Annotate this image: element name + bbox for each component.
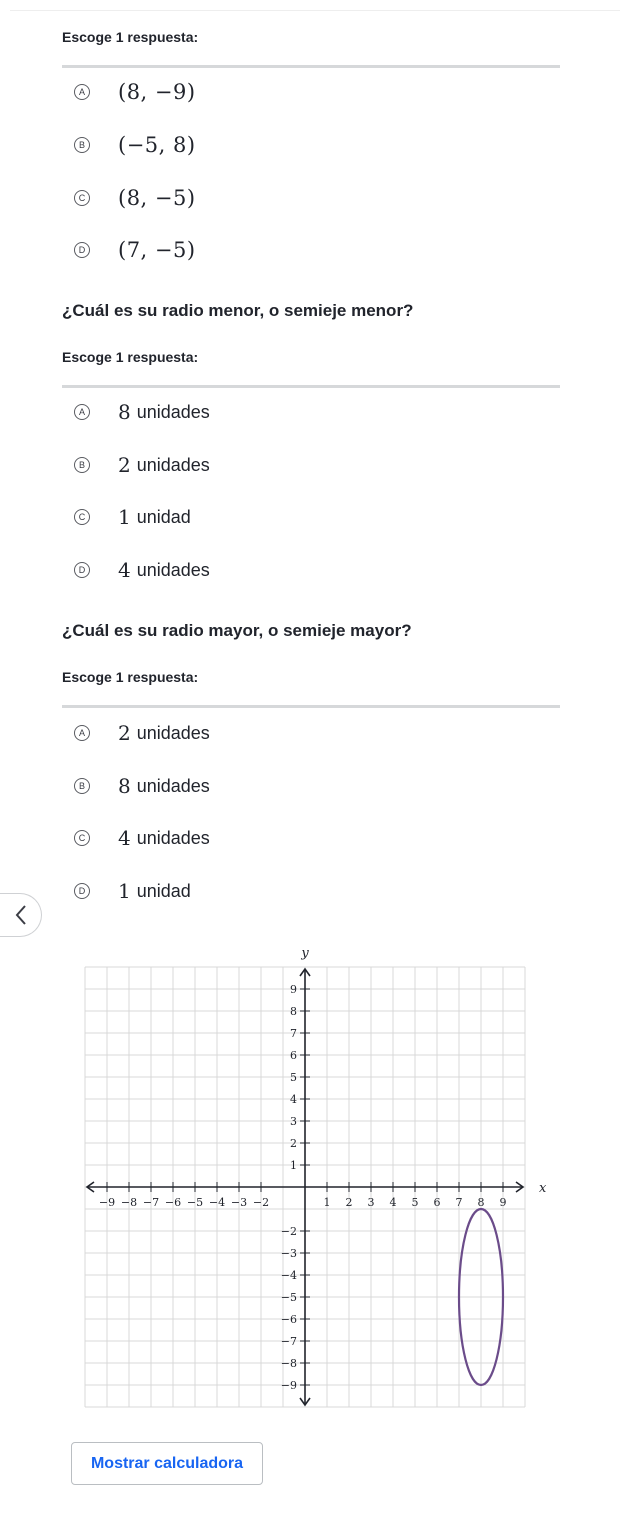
choice-value: (−5, 8) [118, 133, 196, 157]
x-tick-label: 3 [367, 1196, 375, 1209]
y-tick-label: 4 [290, 1093, 297, 1106]
x-tick-label: 7 [455, 1196, 463, 1209]
y-tick-label: 9 [290, 983, 297, 996]
y-axis-label: y [301, 946, 309, 961]
y-tick-label: 1 [290, 1159, 297, 1172]
choice-letter-d: D [74, 562, 90, 578]
x-tick-label: 5 [411, 1196, 419, 1209]
choice-letter-d: D [74, 883, 90, 899]
q2-prompt: Escoge 1 respuesta: [62, 349, 199, 365]
choice-unit: unidades [136, 401, 210, 422]
y-tick-label: 6 [290, 1049, 297, 1062]
axes [87, 969, 523, 1405]
x-tick-label: 4 [389, 1196, 397, 1209]
choice-number: 4 [118, 826, 131, 850]
q3-prompt: Escoge 1 respuesta: [62, 669, 199, 685]
x-tick-label: 1 [323, 1196, 331, 1209]
choice-value: (8, −9) [118, 80, 196, 104]
y-tick-label: 3 [290, 1115, 297, 1128]
y-tick-label: 2 [290, 1137, 297, 1150]
q3-question: ¿Cuál es su radio mayor, o semieje mayor? [62, 621, 412, 640]
x-tick-label: 6 [433, 1196, 441, 1209]
x-tick-label: −7 [142, 1196, 160, 1209]
y-tick-label: −5 [280, 1291, 297, 1304]
q2-question: ¿Cuál es su radio menor, o semieje menor? [62, 301, 414, 320]
y-tick-label: −8 [280, 1357, 297, 1370]
x-tick-label: −4 [208, 1196, 226, 1209]
choice-number: 8 [118, 400, 131, 424]
choice-letter-b: B [74, 778, 90, 794]
choice-unit: unidades [136, 775, 210, 796]
choice-letter-b: B [74, 457, 90, 473]
choice-unit: unidades [136, 827, 210, 848]
x-tick-label: 9 [499, 1196, 507, 1209]
tick-labels [99, 946, 547, 1392]
y-tick-label: 8 [290, 1005, 297, 1018]
choice-number: 8 [118, 774, 131, 798]
choice-number: 2 [118, 721, 131, 745]
choice-letter-a: A [74, 725, 90, 741]
y-tick-label: 5 [290, 1071, 297, 1084]
show-calculator-button[interactable]: Mostrar calculadora [71, 1442, 263, 1485]
choice-value: (7, −5) [118, 238, 196, 262]
y-tick-label: −7 [280, 1335, 297, 1348]
x-tick-label: 2 [345, 1196, 353, 1209]
choice-number: 1 [118, 505, 131, 529]
choice-letter-b: B [74, 137, 90, 153]
x-tick-label: −8 [120, 1196, 138, 1209]
choice-letter-c: C [74, 190, 90, 206]
y-tick-label: −9 [280, 1379, 297, 1392]
choice-letter-c: C [74, 830, 90, 846]
x-axis-label: x [539, 1181, 547, 1196]
choice-value: (8, −5) [118, 186, 196, 210]
choice-unit: unidades [136, 454, 210, 475]
choice-number: 2 [118, 453, 131, 477]
choice-letter-a: A [74, 404, 90, 420]
choice-number: 1 [118, 879, 131, 903]
x-tick-label: −9 [98, 1196, 116, 1209]
y-tick-label: −4 [280, 1269, 297, 1282]
choice-unit: unidad [136, 880, 191, 901]
y-tick-label: 7 [290, 1027, 297, 1040]
y-tick-label: −3 [280, 1247, 297, 1260]
choice-unit: unidades [136, 722, 210, 743]
x-tick-label: −2 [252, 1196, 270, 1209]
q1-prompt: Escoge 1 respuesta: [62, 29, 199, 45]
choice-number: 4 [118, 558, 131, 582]
x-tick-label: 8 [477, 1196, 485, 1209]
choice-letter-d: D [74, 242, 90, 258]
choice-letter-a: A [74, 84, 90, 100]
y-tick-label: −6 [280, 1313, 297, 1326]
choice-unit: unidad [136, 506, 191, 527]
x-tick-label: −5 [186, 1196, 204, 1209]
x-tick-label: −3 [230, 1196, 248, 1209]
y-tick-label: −2 [280, 1225, 297, 1238]
choice-unit: unidades [136, 559, 210, 580]
choice-letter-c: C [74, 509, 90, 525]
x-tick-label: −6 [164, 1196, 182, 1209]
